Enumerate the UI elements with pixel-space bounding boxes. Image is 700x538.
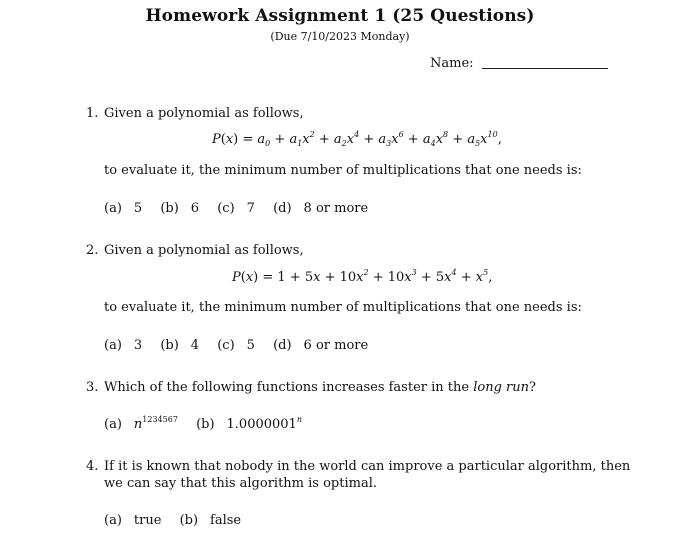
choice-2b[interactable]: (b) 4 <box>160 338 200 353</box>
question-1-intro: Given a polynomial as follows, <box>104 106 304 121</box>
name-line <box>482 68 608 69</box>
choice-2a[interactable]: (a) 3 <box>104 338 143 353</box>
choice-2c[interactable]: (c) 5 <box>217 338 255 353</box>
question-3-choices <box>104 417 316 432</box>
choice-1c[interactable]: (c) 7 <box>217 201 255 216</box>
question-4-number: 4. <box>86 459 99 474</box>
choice-3a[interactable]: (a) $n^{1234567}$ <box>104 415 178 432</box>
question-4-intro-line1: If it is known that nobody in the world can improve a particular algorithm, then <box>104 459 631 474</box>
due-date: (Due 7/10/2023 Monday) <box>270 30 410 43</box>
question-2-intro: Given a polynomial as follows, <box>104 243 304 258</box>
name-label: Name: <box>430 56 474 71</box>
choice-4a[interactable]: (a) true <box>104 513 162 528</box>
choice-1d[interactable]: (d) 8 or more <box>273 201 369 216</box>
choice-1b[interactable]: (b) 6 <box>160 201 200 216</box>
question-4-intro-line2: we can say that this algorithm is optimal. <box>104 476 377 491</box>
question-3-number: 3. <box>86 380 99 395</box>
choice-2d[interactable]: (d) 6 or more <box>273 338 369 353</box>
name-field <box>430 56 608 71</box>
question-1-number: 1. <box>86 106 99 121</box>
question-4-choices <box>104 513 255 528</box>
long-run-emphasis: long run <box>473 380 529 395</box>
choice-3b[interactable]: (b) 1.0000001$^n$ <box>196 415 302 432</box>
question-3-intro: Which of the following functions increases faster in the long run? <box>104 380 536 395</box>
question-1-formula: $P(x) = a_0 + a_1x^2 + a_2x^4 + a_3x^6 + a_4x^8 + a_5x^{10}$, <box>212 130 502 148</box>
question-2-formula: $P(x) = 1 + 5x + 10x^2 + 10x^3 + 5x^4 + x^5$, <box>232 268 493 285</box>
question-1-prompt: to evaluate it, the minimum number of multiplications that one needs is: <box>104 163 582 178</box>
question-2-number: 2. <box>86 243 99 258</box>
page-title: Homework Assignment 1 (25 Questions) <box>145 6 535 26</box>
question-1-choices <box>104 201 382 216</box>
question-2-choices <box>104 338 382 353</box>
choice-1a[interactable]: (a) 5 <box>104 201 143 216</box>
question-2-prompt: to evaluate it, the minimum number of multiplications that one needs is: <box>104 300 582 315</box>
choice-4b[interactable]: (b) false <box>179 513 242 528</box>
